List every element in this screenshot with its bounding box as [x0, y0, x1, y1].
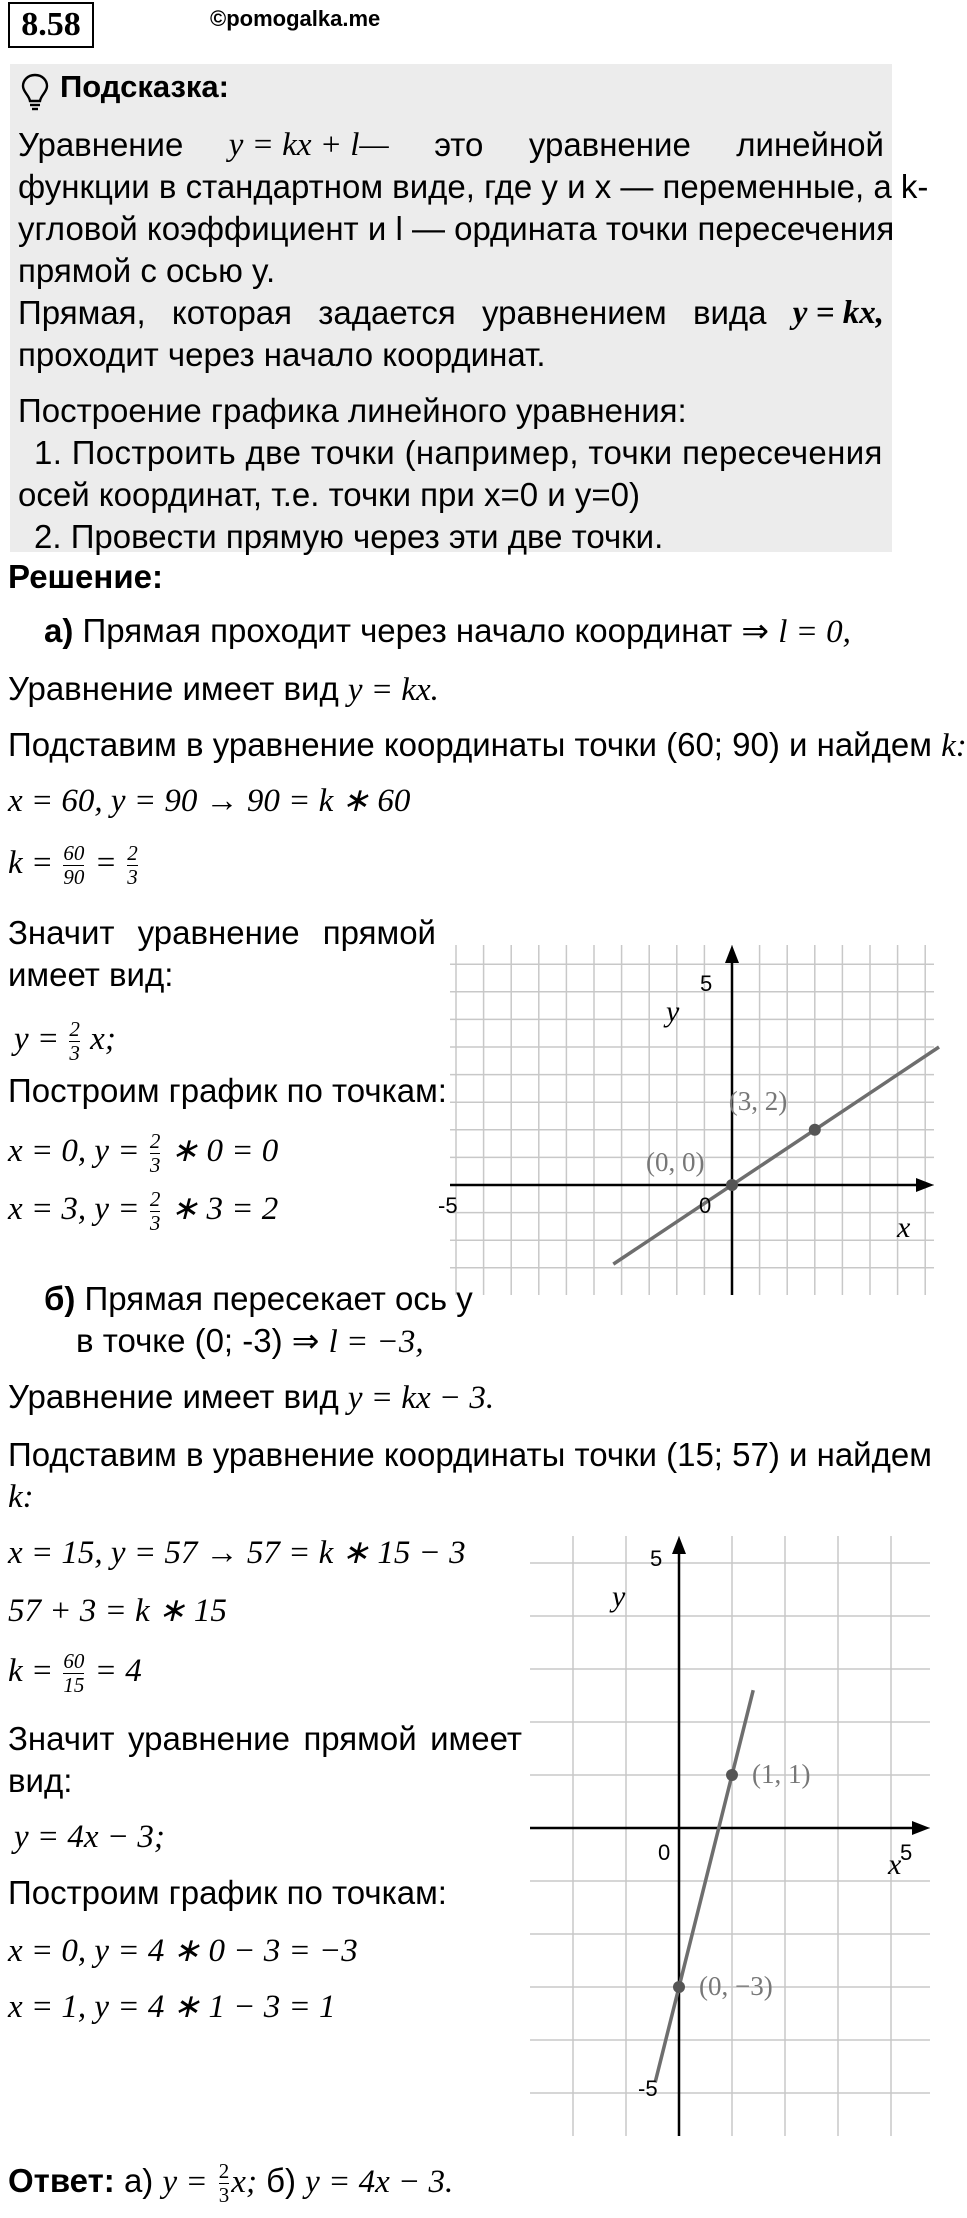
part-b-means-2: вид:	[8, 1762, 73, 1799]
step-2: 2. Провести прямую через эти две точки.	[34, 518, 664, 555]
part-b-line-1	[44, 1278, 473, 1320]
solution-title: Решение:	[8, 558, 163, 595]
hint-word: которая	[171, 294, 293, 331]
answer-line	[8, 2160, 453, 2207]
fraction	[219, 2160, 230, 2207]
means-word: прямой	[322, 914, 436, 951]
x-tick-label: 5	[900, 1840, 913, 1865]
task-number-box	[8, 2, 94, 48]
means-word: уравнение	[128, 1720, 290, 1757]
hint-word: Уравнение	[18, 126, 184, 163]
part-a-point-2	[8, 1188, 278, 1235]
pt-rhs: ∗ 0 = 0	[170, 1133, 279, 1170]
part-b-build: Построим график по точкам:	[8, 1874, 447, 1911]
part-a-means-2: имеет вид:	[8, 956, 174, 993]
numerator: 2	[127, 841, 138, 865]
numerator: 2	[218, 2159, 230, 2183]
denominator: 90	[63, 865, 85, 889]
part-a-line-1	[44, 610, 851, 653]
fraction	[69, 1018, 80, 1065]
point-label: (0, 0)	[646, 1147, 705, 1177]
part-a-math: l = 0,	[778, 614, 851, 650]
denominator: 3	[149, 1153, 161, 1177]
denominator: 3	[69, 1041, 80, 1065]
equation-form-math: y = kx.	[347, 672, 439, 708]
step-1-cont: осей координат, т.е. точки при х=0 и у=0)	[18, 476, 641, 513]
fraction	[127, 842, 138, 889]
denominator: 3	[127, 865, 138, 889]
denominator: 3	[149, 1211, 161, 1235]
eq-rhs: x;	[90, 1021, 116, 1058]
part-a-line-3	[8, 724, 967, 767]
substitute-math: k:	[941, 728, 967, 764]
part-b-point-2: x = 1, y = 4 ∗ 1 − 3 = 1	[8, 1989, 336, 2025]
x-axis-label: x	[888, 1848, 902, 1881]
numerator: 60	[63, 1649, 85, 1673]
graph-a	[438, 945, 950, 1295]
part-b-math: l = −3,	[328, 1324, 424, 1360]
k-lhs: k =	[8, 1653, 54, 1690]
y-tick-label: 5	[700, 971, 713, 996]
origin-label: 0	[699, 1193, 712, 1218]
hint-word: линейной	[736, 126, 884, 163]
graph-point	[726, 1769, 738, 1781]
part-a-label: а)	[44, 612, 74, 649]
part-a-line-5	[8, 842, 140, 889]
hint-line-6: проходит через начало координат.	[18, 336, 546, 373]
x-axis-arrow	[912, 1821, 930, 1835]
part-b-point-1: x = 0, y = 4 ∗ 0 − 3 = −3	[8, 1933, 358, 1969]
numerator: 60	[63, 841, 85, 865]
y-axis-arrow	[672, 1536, 686, 1554]
part-b-line-6: x = 15, y = 57 → 57 = k ∗ 15 − 3	[8, 1535, 466, 1571]
hint-line-5	[18, 292, 884, 334]
hint-word: уравнение	[528, 126, 691, 163]
y-axis-label: y	[666, 995, 680, 1028]
y-axis-label: y	[612, 1580, 626, 1613]
graph-point	[726, 1179, 738, 1191]
means-word: имеет	[430, 1720, 522, 1757]
part-b-equation: y = 4x − 3;	[14, 1819, 165, 1855]
means-word: уравнение	[137, 914, 300, 951]
point-label: (1, 1)	[752, 1759, 811, 1789]
fraction	[150, 1130, 161, 1177]
fraction	[63, 842, 84, 889]
numerator: 2	[149, 1187, 161, 1211]
hint-line-2: функции в стандартном виде, где y и x — переменные, а k-	[18, 168, 929, 205]
part-a-means-1	[8, 912, 436, 954]
fraction	[150, 1188, 161, 1235]
step-1: 1. Построить две точки (например, точки пересечения	[34, 434, 883, 471]
answer-label: Ответ:	[8, 2162, 115, 2200]
y-tick-label: -5	[638, 2076, 658, 2101]
part-a-line-2	[8, 668, 439, 711]
part-b-text: в точке (0; -3) ⇒	[76, 1322, 320, 1359]
part-a-build: Построим график по точкам:	[8, 1072, 447, 1109]
equation-form-math: y = kx − 3.	[347, 1380, 495, 1416]
hint-line-4: прямой с осью y.	[18, 252, 276, 289]
part-a-text: Прямая проходит через начало координат ⇒	[82, 612, 770, 649]
part-b-line-4: Подставим в уравнение координаты точки (15; 57) и найдем	[8, 1436, 932, 1473]
y-tick-label: 5	[650, 1546, 663, 1571]
y-axis-arrow	[725, 945, 739, 963]
part-b-means-1	[8, 1718, 522, 1760]
task-number: 8.58	[21, 6, 81, 43]
answer-a-rhs: x;	[231, 2164, 257, 2201]
k-lhs: k =	[8, 845, 54, 882]
part-a-equation	[14, 1018, 116, 1065]
equation-form-text: Уравнение имеет вид	[8, 1378, 339, 1415]
part-b-text: Прямая пересекает ось у	[84, 1280, 473, 1317]
hint-word: Прямая,	[18, 294, 146, 331]
answer-b-label: б)	[266, 2162, 296, 2200]
hint-line-1	[18, 124, 884, 166]
hint-word: уравнением	[482, 294, 667, 331]
denominator: 15	[63, 1673, 85, 1697]
denominator: 3	[218, 2183, 230, 2207]
graph-b	[530, 1536, 960, 2136]
means-word: Значит	[8, 1720, 115, 1757]
pt-lhs: x = 3, y =	[8, 1191, 140, 1228]
hint-word: вида	[692, 294, 767, 331]
part-b-line-8	[8, 1650, 142, 1697]
answer-b-eq: y = 4x − 3.	[305, 2164, 454, 2201]
means-word: прямой	[303, 1720, 417, 1757]
fraction	[63, 1650, 84, 1697]
numerator: 2	[69, 1017, 80, 1041]
lightbulb-icon	[20, 72, 50, 112]
part-a-line-4: x = 60, y = 90 → 90 = k ∗ 60	[8, 783, 411, 819]
origin-label: 0	[658, 1840, 671, 1865]
eq-lhs: y =	[14, 1021, 60, 1058]
answer-a-label: а)	[123, 2162, 154, 2200]
x-tick-label: -5	[438, 1193, 458, 1218]
k-rhs: = 4	[94, 1653, 142, 1690]
hint-formula: y = kx,	[792, 295, 884, 331]
point-label: (0, −3)	[699, 1971, 773, 2001]
graph-point	[809, 1124, 821, 1136]
equation-form-text: Уравнение имеет вид	[8, 670, 339, 707]
part-b-label: б)	[44, 1280, 76, 1317]
hint-title: Подсказка:	[60, 69, 229, 104]
point-label: (3, 2)	[728, 1085, 788, 1116]
substitute-text: Подставим в уравнение координаты точки (60; 90) и найдем	[8, 726, 932, 763]
part-b-line-3	[8, 1376, 494, 1419]
answer-a-lhs: y =	[162, 2164, 208, 2201]
build-title: Построение графика линейного уравнения:	[18, 392, 687, 429]
hint-line-3: угловой коэффициент и l — ордината точки пересечения	[18, 210, 895, 247]
hint-word: это	[434, 126, 484, 163]
equals: =	[94, 845, 117, 882]
hint-formula: y = kx + l—	[228, 127, 389, 163]
numerator: 2	[149, 1129, 161, 1153]
site-watermark: ©pomogalka.me	[210, 6, 381, 31]
function-line	[655, 1690, 753, 2082]
part-b-line-7: 57 + 3 = k ∗ 15	[8, 1593, 227, 1629]
graph-point	[673, 1981, 685, 1993]
part-a-point-1	[8, 1130, 278, 1177]
part-b-line-5: k:	[8, 1479, 34, 1515]
pt-rhs: ∗ 3 = 2	[170, 1191, 279, 1228]
x-axis-label: x	[897, 1211, 911, 1244]
part-b-line-2	[76, 1320, 424, 1363]
means-word: Значит	[8, 914, 115, 951]
hint-word: задается	[318, 294, 456, 331]
pt-lhs: x = 0, y =	[8, 1133, 140, 1170]
